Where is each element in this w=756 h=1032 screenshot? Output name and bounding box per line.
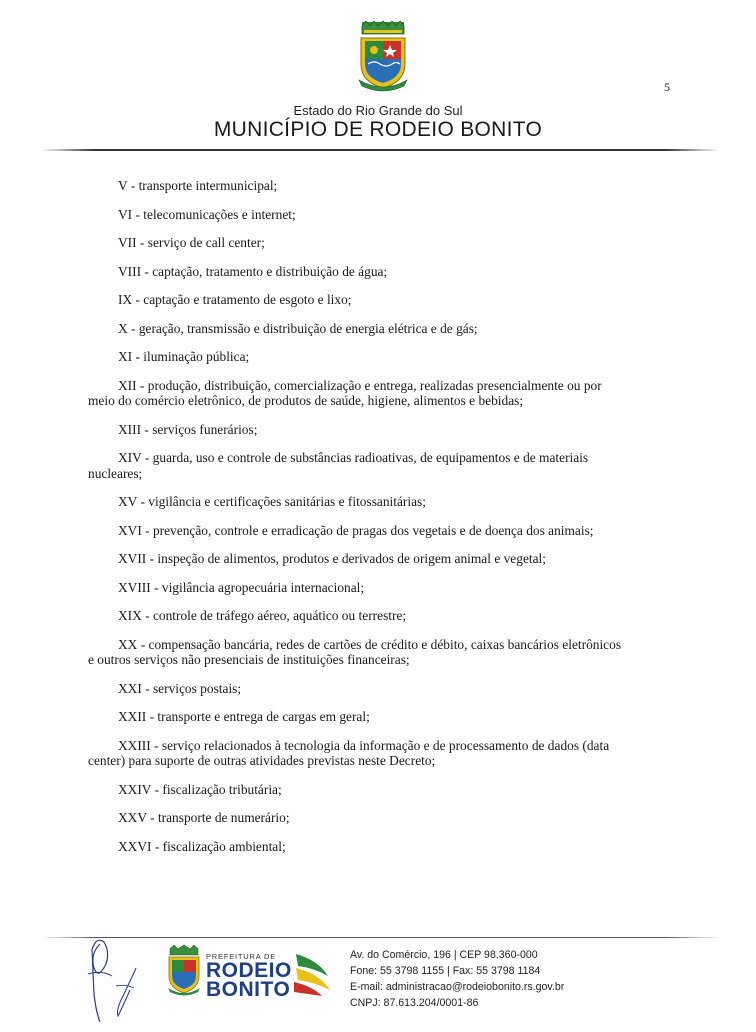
list-item: XVIII - vigilância agropecuária internacional;	[118, 579, 365, 595]
list-item: XXI - serviços postais;	[118, 680, 242, 696]
list-item: VIII - captação, tratamento e distribuição de água;	[118, 263, 388, 279]
list-item: VII - serviço de call center;	[118, 235, 265, 250]
decree-item-list	[88, 178, 672, 867]
footer-brand-line2: BONITO	[206, 978, 291, 1001]
footer-logo	[166, 944, 331, 1002]
footer-cnpj: CNPJ: 87.613.204/0001-86	[350, 997, 479, 1009]
brand-swoosh-icon	[292, 950, 332, 998]
list-item: XX - compensação bancária, redes de cartões de crédito e débito, caixas bancários eletrônicos e outros serviços não presenciais de instituições financeiras;	[88, 636, 622, 667]
list-item: IX - captação e tratamento de esgoto e lixo;	[118, 292, 352, 307]
page-number: 5	[664, 80, 670, 94]
footer-email: E-mail: administracao@rodeiobonito.rs.gov.br	[350, 981, 565, 993]
list-item: XIII - serviços funerários;	[118, 421, 258, 437]
list-item: XXIV - fiscalização tributária;	[118, 781, 282, 797]
header-municipality-name: MUNICÍPIO DE RODEIO BONITO	[213, 118, 543, 141]
list-item: VI - telecomunicações e internet;	[118, 206, 296, 222]
footer-phone: Fone: 55 3798 1155 | Fax: 55 3798 1184	[350, 965, 541, 977]
list-item: XXV - transporte de numerário;	[118, 810, 290, 825]
signature-icon	[78, 934, 148, 1024]
footer-brand-prefix: PREFEITURA DE	[206, 952, 276, 961]
header-divider	[40, 149, 720, 151]
footer-address: Av. do Comércio, 196 | CEP 98.360-000	[350, 949, 538, 961]
list-item: XXII - transporte e entrega de cargas em geral;	[118, 709, 370, 724]
list-item: XIX - controle de tráfego aéreo, aquático ou terrestre;	[118, 608, 407, 623]
list-item: XII - produção, distribuição, comercialização e entrega, realizadas presencialmente ou por meio do comércio eletrônico, de produtos de saúde, higiene, alimentos e bebidas;	[88, 377, 602, 408]
list-item: V - transporte intermunicipal;	[118, 178, 278, 193]
footer-brand	[206, 952, 292, 999]
footer-contact-info	[350, 947, 564, 1011]
list-item: XV - vigilância e certificações sanitárias e fitossanitárias;	[118, 494, 426, 509]
list-item: XVII - inspeção de alimentos, produtos e derivados de origem animal e vegetal;	[118, 551, 546, 566]
list-item: XVI - prevenção, controle e erradicação de pragas dos vegetais e de doença dos animais;	[118, 522, 594, 538]
list-item: XXIII - serviço relacionados à tecnologia da informação e de processamento de dados (data center) para suporte de outras atividades previstas neste Decreto;	[88, 737, 610, 768]
header-state-name: Estado do Rio Grande do Sul	[293, 103, 463, 118]
list-item: XXVI - fiscalização ambiental;	[118, 838, 286, 854]
footer-crest-icon	[166, 944, 202, 996]
list-item: XIV - guarda, uso e controle de substâncias radioativas, de equipamentos e de materiais nucleares;	[88, 450, 589, 481]
footer-brand-line1: RODEIO	[206, 959, 292, 982]
list-item: X - geração, transmissão e distribuição de energia elétrica e de gás;	[118, 320, 478, 336]
municipal-crest-icon	[356, 20, 410, 92]
list-item: XI - iluminação pública;	[118, 349, 250, 364]
